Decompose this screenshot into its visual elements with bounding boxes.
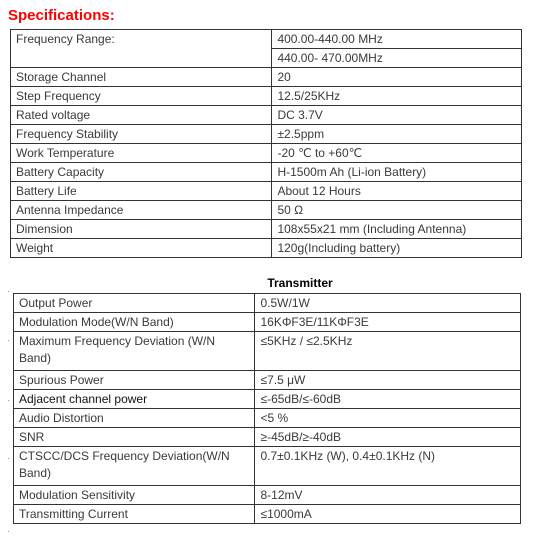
spec-value: 108x55x21 mm (Including Antenna) xyxy=(272,220,522,239)
spec-label: Transmitting Current xyxy=(14,505,255,524)
table-row xyxy=(14,486,521,505)
table-row xyxy=(14,390,521,409)
table-row xyxy=(14,505,521,524)
spec-label: Weight xyxy=(11,239,272,258)
spec-value: About 12 Hours xyxy=(272,182,522,201)
table-row xyxy=(11,30,522,49)
spec-label: Spurious Power xyxy=(14,371,255,390)
spec-value: -20 ℃ to +60℃ xyxy=(272,144,522,163)
table-row xyxy=(14,428,521,447)
spec-value: ±2.5ppm xyxy=(272,125,522,144)
spec-label: SNR xyxy=(14,428,255,447)
border-dot xyxy=(8,291,9,292)
general-specifications-table xyxy=(10,29,522,258)
border-dot xyxy=(8,458,9,459)
spec-value: ≤-65dB/≤-60dB xyxy=(255,390,521,409)
spec-label: Audio Distortion xyxy=(14,409,255,428)
spec-label: Rated voltage xyxy=(11,106,272,125)
spec-label: Output Power xyxy=(14,294,255,313)
spec-value: 0.5W/1W xyxy=(255,294,521,313)
spec-label: Maximum Frequency Deviation (W/N Band) xyxy=(14,332,255,371)
specifications-title: Specifications: xyxy=(8,7,115,24)
table-row xyxy=(11,220,522,239)
table-row xyxy=(14,332,521,371)
table-row xyxy=(11,125,522,144)
spec-value: 8-12mV xyxy=(255,486,521,505)
spec-value: 50 Ω xyxy=(272,201,522,220)
spec-value: 440.00- 470.00MHz xyxy=(272,49,522,68)
spec-value: ≥-45dB/≥-40dB xyxy=(255,428,521,447)
spec-label: Battery Life xyxy=(11,182,272,201)
table-row xyxy=(11,68,522,87)
spec-value: ≤7.5 μW xyxy=(255,371,521,390)
spec-value: ≤1000mA xyxy=(255,505,521,524)
spec-value: ≤5KHz / ≤2.5KHz xyxy=(255,332,521,371)
spec-label: Battery Capacity xyxy=(11,163,272,182)
spec-value: 16KΦF3E/11KΦF3E xyxy=(255,313,521,332)
spec-value: 0.7±0.1KHz (W), 0.4±0.1KHz (N) xyxy=(255,447,521,486)
spec-value: 400.00-440.00 MHz xyxy=(272,30,522,49)
table-row xyxy=(11,182,522,201)
spec-label: CTSCC/DCS Frequency Deviation(W/N Band) xyxy=(14,447,255,486)
spec-label: Antenna Impedance xyxy=(11,201,272,220)
spec-label: Modulation Mode(W/N Band) xyxy=(14,313,255,332)
table-row xyxy=(14,294,521,313)
table-row xyxy=(11,201,522,220)
spec-label: Adjacent channel power xyxy=(14,390,255,409)
spec-value: <5 % xyxy=(255,409,521,428)
table-row xyxy=(14,313,521,332)
table-row xyxy=(14,409,521,428)
spec-label: Work Temperature xyxy=(11,144,272,163)
border-dot xyxy=(8,340,9,341)
spec-label: Storage Channel xyxy=(11,68,272,87)
spec-value: H-1500m Ah (Li-ion Battery) xyxy=(272,163,522,182)
table-row xyxy=(11,106,522,125)
table-row xyxy=(14,371,521,390)
transmitter-specifications-table xyxy=(13,293,521,524)
spec-label: Dimension xyxy=(11,220,272,239)
table-row xyxy=(14,447,521,486)
transmitter-heading: Transmitter xyxy=(267,276,333,290)
spec-label: Modulation Sensitivity xyxy=(14,486,255,505)
table-row xyxy=(11,144,522,163)
spec-label: Frequency Range: xyxy=(11,30,272,68)
spec-value: 20 xyxy=(272,68,522,87)
table-row xyxy=(11,163,522,182)
spec-value: 120g(Including battery) xyxy=(272,239,522,258)
table-row xyxy=(11,239,522,258)
spec-value: 12.5/25KHz xyxy=(272,87,522,106)
border-dot xyxy=(8,531,9,532)
border-dot xyxy=(8,400,9,401)
spec-label: Step Frequency xyxy=(11,87,272,106)
spec-label: Frequency Stability xyxy=(11,125,272,144)
spec-value: DC 3.7V xyxy=(272,106,522,125)
table-row xyxy=(11,87,522,106)
